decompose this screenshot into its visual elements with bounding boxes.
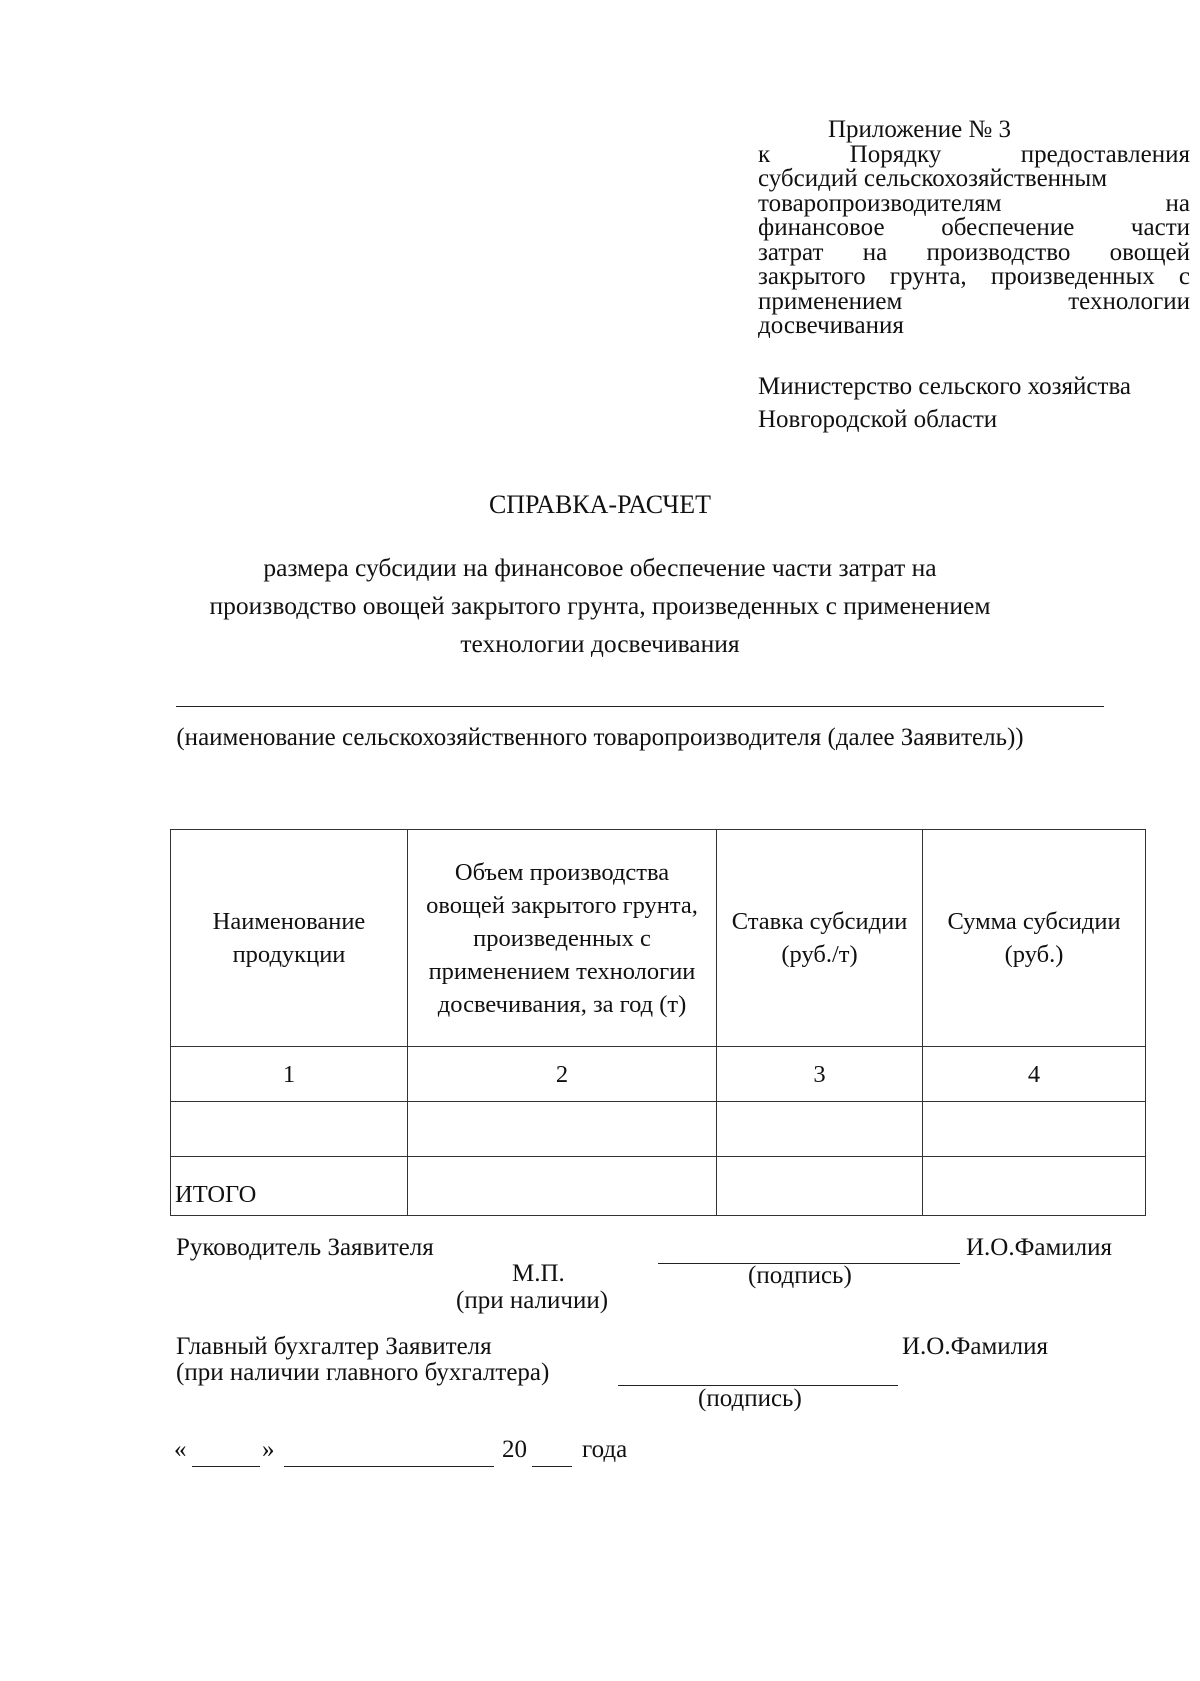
- date-year-line[interactable]: [532, 1466, 572, 1467]
- appendix-block: [758, 118, 1190, 339]
- document-title: СПРАВКА-РАСЧЕТ: [488, 490, 712, 519]
- appendix-line: субсидий сельскохозяйственным: [758, 165, 1108, 192]
- date-suffix: года: [582, 1436, 628, 1463]
- header-product-name: Наименование продукции: [171, 830, 408, 1047]
- appendix-line: финансовое обеспечение части: [758, 214, 1190, 241]
- amount-cell[interactable]: [923, 1102, 1146, 1157]
- appendix-line: товаропроизводителям на: [758, 189, 1190, 217]
- table-total-row: [171, 1157, 1146, 1216]
- column-number: 4: [923, 1047, 1146, 1102]
- applicant-caption: (наименование сельскохозяйственного товаропроизводителя (далее Заявитель)): [176, 724, 1024, 751]
- table-number-row: [171, 1047, 1146, 1102]
- date-day-line[interactable]: [192, 1466, 260, 1467]
- date-close-quote: »: [262, 1436, 275, 1463]
- accountant-signature-caption: (подпись): [698, 1385, 802, 1412]
- head-name: И.О.Фамилия: [966, 1234, 1113, 1261]
- date-open-quote: «: [174, 1436, 187, 1463]
- table-header-row: [171, 830, 1146, 1047]
- accountant-name: И.О.Фамилия: [902, 1333, 1049, 1360]
- total-label: ИТОГО: [171, 1157, 408, 1216]
- total-amount-cell[interactable]: [923, 1157, 1146, 1216]
- appendix-line: досвечивания: [758, 312, 904, 339]
- calculation-table: [170, 829, 1146, 1216]
- head-signature-caption: (подпись): [748, 1262, 852, 1289]
- header-production-volume: Объем производства овощей закрытого грунта, произведенных с применением технологии досвечивания, за год (т): [408, 830, 717, 1047]
- accountant-label: Главный бухгалтер Заявителя: [176, 1333, 492, 1360]
- stamp-label: М.П.: [512, 1260, 565, 1287]
- total-rate-cell[interactable]: [717, 1157, 923, 1216]
- accountant-note: (при наличии главного бухгалтера): [176, 1359, 550, 1386]
- ministry-name: Министерство сельского хозяйства: [758, 373, 1132, 400]
- appendix-line: затрат на производство овощей: [758, 238, 1190, 266]
- appendix-line: к Порядку предоставления: [758, 140, 1190, 168]
- total-volume-cell[interactable]: [408, 1157, 717, 1216]
- column-number: 3: [717, 1047, 923, 1102]
- table-row: [171, 1102, 1146, 1157]
- appendix-line: применением технологии: [758, 287, 1190, 315]
- date-month-line[interactable]: [284, 1466, 494, 1467]
- volume-cell[interactable]: [408, 1102, 717, 1157]
- applicant-name-line[interactable]: [176, 706, 1104, 707]
- document-subtitle: размера субсидии на финансовое обеспечение части затрат на производство овощей закрытого грунта, произведенных с применением технологии досвечивания: [209, 553, 991, 658]
- column-number: 1: [171, 1047, 408, 1102]
- appendix-line: закрытого грунта, произведенных с: [758, 263, 1190, 290]
- header-subsidy-amount: Сумма субсидии (руб.): [923, 830, 1146, 1047]
- rate-cell[interactable]: [717, 1102, 923, 1157]
- appendix-title: Приложение № 3: [828, 116, 1012, 143]
- column-number: 2: [408, 1047, 717, 1102]
- ministry-region: Новгородской области: [758, 406, 998, 433]
- ministry-block: [758, 370, 1190, 436]
- header-subsidy-rate: Ставка субсидии (руб./т): [717, 830, 923, 1047]
- stamp-note: (при наличии): [456, 1287, 609, 1314]
- product-cell[interactable]: [171, 1102, 408, 1157]
- head-label: Руководитель Заявителя: [176, 1234, 434, 1261]
- date-year-prefix: 20: [502, 1436, 527, 1463]
